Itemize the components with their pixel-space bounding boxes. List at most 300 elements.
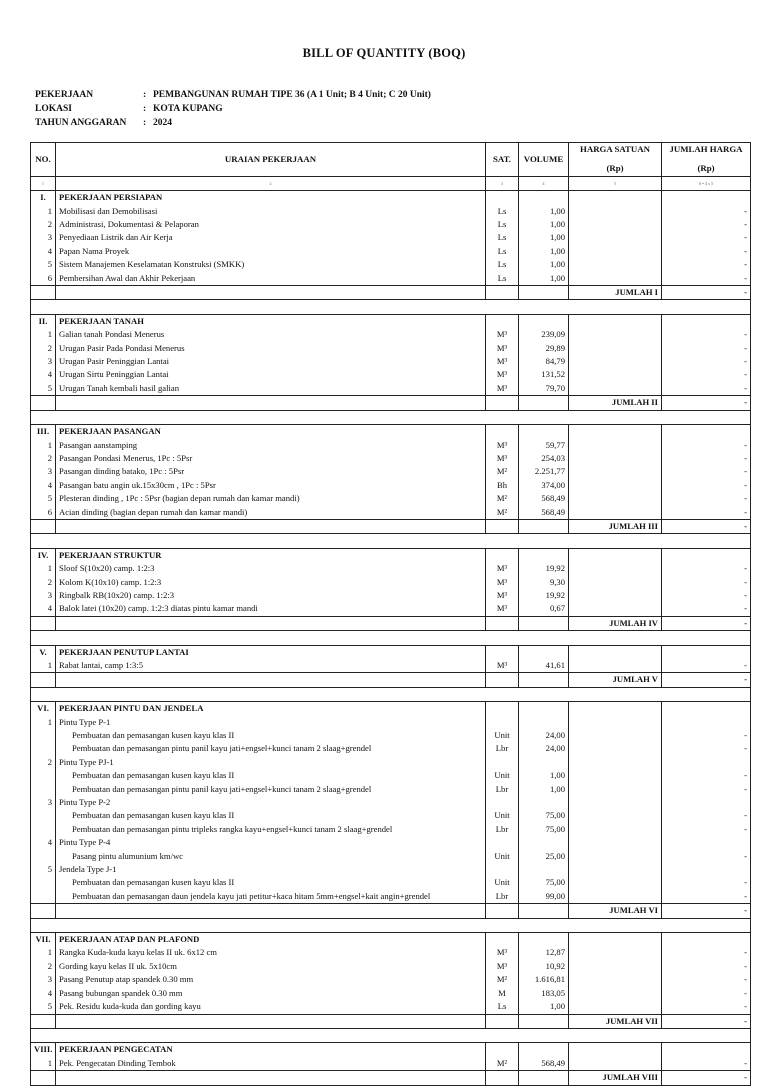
item-total: - (662, 783, 751, 796)
table-row (31, 492, 751, 505)
item-volume: 25,00 (519, 850, 569, 863)
section-header-row (31, 548, 751, 562)
item-unit: M³ (486, 368, 519, 381)
item-unit-price (569, 328, 662, 341)
item-unit-price (569, 863, 662, 876)
item-unit: M³ (486, 452, 519, 465)
empty-cell (31, 519, 56, 533)
section-total-row (31, 1014, 751, 1028)
item-volume: 1,00 (519, 769, 569, 782)
empty-cell (519, 1014, 569, 1028)
empty-cell (569, 1043, 662, 1057)
item-total: - (662, 368, 751, 381)
item-description: Pembuatan dan pemasangan daun jendela kayu jati petitur+kaca hitam 5mm+engsel+kait angin+grendel (56, 890, 486, 904)
table-row (31, 960, 751, 973)
section-total-value: - (662, 1071, 751, 1085)
item-unit (486, 863, 519, 876)
boq-body (31, 191, 751, 1085)
item-total: - (662, 562, 751, 575)
item-description: Pintu Type PJ-1 (56, 756, 486, 769)
empty-cell (31, 396, 56, 410)
item-number: 2 (31, 342, 56, 355)
item-number (31, 783, 56, 796)
item-number: 5 (31, 1000, 56, 1014)
item-total: - (662, 205, 751, 218)
item-unit-price (569, 783, 662, 796)
item-unit-price (569, 809, 662, 822)
empty-cell (569, 933, 662, 947)
item-volume (519, 863, 569, 876)
item-unit: Lbr (486, 742, 519, 755)
empty-cell (569, 191, 662, 205)
item-volume: 1,00 (519, 205, 569, 218)
item-unit: M² (486, 1057, 519, 1071)
table-row (31, 1057, 751, 1071)
item-total: - (662, 1057, 751, 1071)
item-unit-price (569, 368, 662, 381)
item-total: - (662, 589, 751, 602)
section-total-row (31, 396, 751, 410)
empty-cell (56, 396, 486, 410)
item-total: - (662, 769, 751, 782)
section-total-value: - (662, 519, 751, 533)
item-unit: Ls (486, 272, 519, 286)
item-description: Kolom K(10x10) camp. 1:2:3 (56, 576, 486, 589)
item-unit-price (569, 439, 662, 452)
empty-cell (486, 904, 519, 918)
item-number: 2 (31, 576, 56, 589)
item-number: 4 (31, 602, 56, 616)
item-volume: 41,61 (519, 659, 569, 673)
item-unit-price (569, 960, 662, 973)
item-unit-price (569, 836, 662, 849)
item-total: - (662, 809, 751, 822)
table-row (31, 876, 751, 889)
item-number: 4 (31, 836, 56, 849)
item-description: Pembuatan dan pemasangan kusen kayu klas II (56, 876, 486, 889)
empty-cell (486, 645, 519, 659)
item-unit-price (569, 231, 662, 244)
table-row (31, 452, 751, 465)
section-total-label: JUMLAH I (569, 286, 662, 300)
item-volume: 75,00 (519, 876, 569, 889)
empty-cell (519, 191, 569, 205)
item-description: Administrasi, Dokumentasi & Pelaporan (56, 218, 486, 231)
section-header-row (31, 191, 751, 205)
item-volume: 239,09 (519, 328, 569, 341)
section-total-row (31, 519, 751, 533)
empty-cell (486, 1071, 519, 1085)
item-number: 5 (31, 863, 56, 876)
item-volume: 1,00 (519, 258, 569, 271)
item-volume: 1,00 (519, 1000, 569, 1014)
section-total-row (31, 673, 751, 687)
item-unit: M³ (486, 659, 519, 673)
empty-cell (569, 645, 662, 659)
item-total: - (662, 729, 751, 742)
section-number: I. (31, 191, 56, 205)
item-volume: 568,49 (519, 1057, 569, 1071)
table-row (31, 602, 751, 616)
item-volume: 1,00 (519, 272, 569, 286)
table-row (31, 245, 751, 258)
item-number: 4 (31, 245, 56, 258)
empty-cell (662, 425, 751, 439)
item-unit: M (486, 987, 519, 1000)
item-number: 1 (31, 562, 56, 575)
section-header-row (31, 425, 751, 439)
section-total-value: - (662, 286, 751, 300)
item-description: Urugan Pasir Pada Pondasi Menerus (56, 342, 486, 355)
item-unit (486, 836, 519, 849)
empty-cell (519, 933, 569, 947)
item-unit: Unit (486, 850, 519, 863)
col-unit-price-header: HARGA SATUAN (Rp) (569, 143, 662, 177)
item-number: 3 (31, 796, 56, 809)
item-unit-price (569, 562, 662, 575)
item-number: 6 (31, 506, 56, 520)
item-volume (519, 756, 569, 769)
item-volume (519, 716, 569, 729)
table-row (31, 272, 751, 286)
section-total-row (31, 1071, 751, 1085)
item-volume: 0,67 (519, 602, 569, 616)
item-number: 1 (31, 1057, 56, 1071)
empty-cell (31, 616, 56, 630)
item-description: Pembuatan dan pemasangan kusen kayu klas II (56, 729, 486, 742)
table-row (31, 439, 751, 452)
item-volume: 19,92 (519, 589, 569, 602)
item-unit: Ls (486, 205, 519, 218)
item-volume: 568,49 (519, 506, 569, 520)
col-total-header: JUMLAH HARGA (Rp) (662, 143, 751, 177)
empty-cell (569, 548, 662, 562)
item-unit: M³ (486, 382, 519, 396)
item-unit-price (569, 850, 662, 863)
empty-cell (519, 519, 569, 533)
table-header (31, 143, 751, 177)
item-number: 1 (31, 328, 56, 341)
item-description: Urugan Sirtu Peninggian Lantai (56, 368, 486, 381)
item-volume: 12,87 (519, 946, 569, 959)
item-volume: 24,00 (519, 742, 569, 755)
item-volume: 99,00 (519, 890, 569, 904)
section-title: PEKERJAAN PERSIAPAN (56, 191, 486, 205)
empty-cell (31, 673, 56, 687)
section-gap (31, 918, 751, 932)
empty-cell (519, 314, 569, 328)
empty-cell (56, 673, 486, 687)
section-title: PEKERJAAN ATAP DAN PLAFOND (56, 933, 486, 947)
item-unit-price (569, 218, 662, 231)
item-number: 1 (31, 946, 56, 959)
table-row (31, 355, 751, 368)
empty-cell (662, 314, 751, 328)
empty-cell (56, 616, 486, 630)
section-number: III. (31, 425, 56, 439)
item-description: Penyediaan Listrik dan Air Kerja (56, 231, 486, 244)
section-header-row (31, 1043, 751, 1057)
item-description: Gording kayu kelas II uk. 5x10cm (56, 960, 486, 973)
table-row (31, 342, 751, 355)
item-unit: M³ (486, 342, 519, 355)
table-row (31, 328, 751, 341)
empty-cell (569, 314, 662, 328)
item-number: 3 (31, 355, 56, 368)
table-row (31, 809, 751, 822)
table-row (31, 729, 751, 742)
meta-label: TAHUN ANGGARAN (35, 118, 127, 128)
empty-cell (31, 286, 56, 300)
item-number: 6 (31, 272, 56, 286)
item-unit-price (569, 506, 662, 520)
item-unit-price (569, 1057, 662, 1071)
item-total: - (662, 890, 751, 904)
item-description: Papan Nama Proyek (56, 245, 486, 258)
section-total-value: - (662, 673, 751, 687)
item-description: Pintu Type P-4 (56, 836, 486, 849)
item-number: 4 (31, 479, 56, 492)
item-description: Pembersihan Awal dan Akhir Pekerjaan (56, 272, 486, 286)
item-number (31, 809, 56, 822)
item-unit-price (569, 342, 662, 355)
col-desc-header: URAIAN PEKERJAAN (56, 143, 486, 177)
item-number (31, 823, 56, 836)
empty-cell (519, 904, 569, 918)
table-row (31, 562, 751, 575)
item-description: Pasang pintu alumunium km/wc (56, 850, 486, 863)
item-number: 1 (31, 439, 56, 452)
empty-cell (56, 286, 486, 300)
item-description: Plesteran dinding , 1Pc : 5Psr (bagian depan rumah dan kamar mandi) (56, 492, 486, 505)
meta-label: LOKASI (35, 104, 72, 114)
item-volume: 568,49 (519, 492, 569, 505)
section-header-row (31, 933, 751, 947)
table-row (31, 716, 751, 729)
empty-cell (662, 702, 751, 716)
item-total: - (662, 231, 751, 244)
item-unit-price (569, 479, 662, 492)
item-description: Pasangan batu angin uk.15x30cm , 1Pc : 5Psr (56, 479, 486, 492)
item-unit: Ls (486, 231, 519, 244)
column-index-row: 1 2 3 4 5 6 = 4 x 5 (31, 176, 751, 190)
table-row (31, 231, 751, 244)
empty-cell (519, 396, 569, 410)
empty-cell (662, 1043, 751, 1057)
section-total-label: JUMLAH V (569, 673, 662, 687)
item-unit-price (569, 272, 662, 286)
section-total-value: - (662, 904, 751, 918)
table-row (31, 890, 751, 904)
col-sat-header: SAT. (486, 143, 519, 177)
item-number: 2 (31, 452, 56, 465)
empty-cell (569, 702, 662, 716)
item-total: - (662, 576, 751, 589)
item-unit-price (569, 659, 662, 673)
section-header-row (31, 314, 751, 328)
item-unit-price (569, 258, 662, 271)
item-total: - (662, 742, 751, 755)
item-number (31, 890, 56, 904)
item-unit-price (569, 729, 662, 742)
table-row (31, 836, 751, 849)
item-number (31, 729, 56, 742)
item-number: 3 (31, 465, 56, 478)
item-number: 1 (31, 716, 56, 729)
item-total: - (662, 823, 751, 836)
empty-cell (519, 616, 569, 630)
item-number: 3 (31, 231, 56, 244)
item-volume: 84,79 (519, 355, 569, 368)
item-volume: 75,00 (519, 823, 569, 836)
section-gap (31, 410, 751, 424)
item-total: - (662, 342, 751, 355)
section-number: VIII. (31, 1043, 56, 1057)
item-unit: Unit (486, 769, 519, 782)
section-number: II. (31, 314, 56, 328)
meta-value: KOTA KUPANG (153, 104, 223, 114)
empty-cell (662, 548, 751, 562)
item-volume: 9,30 (519, 576, 569, 589)
item-total: - (662, 479, 751, 492)
item-unit-price (569, 946, 662, 959)
empty-cell (486, 616, 519, 630)
empty-cell (662, 191, 751, 205)
item-unit: M³ (486, 328, 519, 341)
empty-cell (662, 645, 751, 659)
item-description: Rabat lantai, camp 1:3:5 (56, 659, 486, 673)
item-unit: Ls (486, 1000, 519, 1014)
item-number: 5 (31, 492, 56, 505)
item-description: Rangka Kuda-kuda kayu kelas II uk. 6x12 cm (56, 946, 486, 959)
item-unit: Lbr (486, 823, 519, 836)
item-description: Pembuatan dan pemasangan pintu panil kayu jati+engsel+kunci tanam 2 slaag+grendel (56, 742, 486, 755)
item-unit: M³ (486, 602, 519, 616)
item-unit (486, 756, 519, 769)
item-description: Pembuatan dan pemasangan kusen kayu klas II (56, 809, 486, 822)
item-total: - (662, 328, 751, 341)
empty-cell (56, 1071, 486, 1085)
item-number (31, 850, 56, 863)
meta-label: PEKERJAAN (35, 90, 94, 100)
item-unit: M³ (486, 589, 519, 602)
meta-row-pekerjaan: PEKERJAAN : PEMBANGUNAN RUMAH TIPE 36 (A 1 Unit; B 4 Unit; C 20 Unit) (35, 90, 431, 100)
section-gap (31, 1028, 751, 1042)
table-row (31, 479, 751, 492)
item-number: 3 (31, 973, 56, 986)
empty-cell (662, 933, 751, 947)
table-row (31, 1000, 751, 1014)
table-row (31, 783, 751, 796)
item-unit-price (569, 589, 662, 602)
item-description: Sistem Manajemen Keselamatan Konstruksi (SMKK) (56, 258, 486, 271)
item-volume: 2.251,77 (519, 465, 569, 478)
item-volume: 1,00 (519, 231, 569, 244)
item-description: Pasangan aanstamping (56, 439, 486, 452)
section-title: PEKERJAAN PENUTUP LANTAI (56, 645, 486, 659)
section-header-row (31, 702, 751, 716)
table-row (31, 823, 751, 836)
section-total-label: JUMLAH IV (569, 616, 662, 630)
item-total: - (662, 1000, 751, 1014)
col-volume-header: VOLUME (519, 143, 569, 177)
item-number (31, 876, 56, 889)
empty-cell (486, 702, 519, 716)
meta-row-lokasi: LOKASI : KOTA KUPANG (35, 104, 223, 114)
item-unit: M³ (486, 576, 519, 589)
item-description: Pasang Penutup atap spandek 0.30 mm (56, 973, 486, 986)
item-volume: 1.616,81 (519, 973, 569, 986)
item-number: 1 (31, 205, 56, 218)
item-unit-price (569, 576, 662, 589)
item-unit-price (569, 890, 662, 904)
section-header-row (31, 645, 751, 659)
item-unit: Ls (486, 258, 519, 271)
item-unit: Bh (486, 479, 519, 492)
item-unit: Ls (486, 218, 519, 231)
item-total: - (662, 382, 751, 396)
section-number: VI. (31, 702, 56, 716)
item-volume: 183,05 (519, 987, 569, 1000)
item-unit-price (569, 1000, 662, 1014)
item-unit-price (569, 987, 662, 1000)
table-row (31, 769, 751, 782)
item-total: - (662, 452, 751, 465)
table-row (31, 589, 751, 602)
empty-cell (519, 548, 569, 562)
item-number (31, 742, 56, 755)
item-total: - (662, 218, 751, 231)
empty-cell (486, 519, 519, 533)
empty-cell (486, 314, 519, 328)
item-unit: Ls (486, 245, 519, 258)
section-total-label: JUMLAH III (569, 519, 662, 533)
section-total-value: - (662, 396, 751, 410)
section-total-value: - (662, 1014, 751, 1028)
section-gap (31, 534, 751, 548)
empty-cell (519, 425, 569, 439)
item-total (662, 863, 751, 876)
item-volume: 24,00 (519, 729, 569, 742)
item-unit-price (569, 876, 662, 889)
table-row (31, 973, 751, 986)
table-row (31, 796, 751, 809)
item-total: - (662, 876, 751, 889)
table-row (31, 218, 751, 231)
section-gap (31, 300, 751, 314)
section-title: PEKERJAAN TANAH (56, 314, 486, 328)
section-title: PEKERJAAN PENGECATAN (56, 1043, 486, 1057)
item-description: Pek. Residu kuda-kuda dan gording kayu (56, 1000, 486, 1014)
item-total: - (662, 960, 751, 973)
item-description: Jendela Type J-1 (56, 863, 486, 876)
item-unit: M² (486, 492, 519, 505)
item-unit-price (569, 973, 662, 986)
empty-cell (56, 519, 486, 533)
item-description: Pembuatan dan pemasangan pintu tripleks rangka kayu+engsel+kunci tanam 2 slaag+grendel (56, 823, 486, 836)
empty-cell (486, 286, 519, 300)
item-volume: 75,00 (519, 809, 569, 822)
project-meta (35, 88, 431, 130)
item-description: Ringbalk RB(10x20) camp. 1:2:3 (56, 589, 486, 602)
table-row (31, 659, 751, 673)
item-total: - (662, 946, 751, 959)
item-total: - (662, 258, 751, 271)
table-row (31, 368, 751, 381)
item-number: 5 (31, 382, 56, 396)
item-unit-price (569, 452, 662, 465)
table-row (31, 946, 751, 959)
